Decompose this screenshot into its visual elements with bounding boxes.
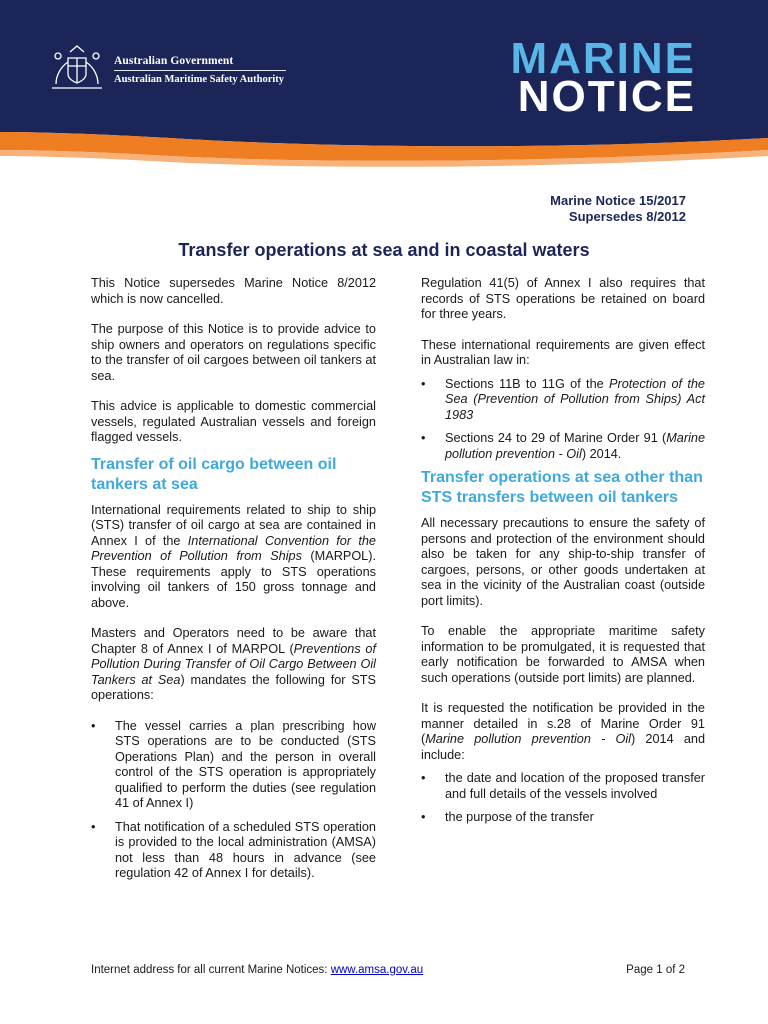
paragraph: All necessary precautions to ensure the safety of persons and protection of the environment should also be taken for any ship-to-ship transfer of cargoes, persons, or other goods undertaken at sea in the vicinity of the Australian coast (outside port limits). bbox=[421, 516, 705, 608]
divider bbox=[114, 70, 286, 71]
agency-name: Australian Maritime Safety Authority bbox=[114, 74, 285, 85]
paragraph: It is requested the notification be provided in the manner detailed in s.28 of Marine Order 91 (Marine pollution prevention - Oil) 2014 and include: bbox=[421, 701, 706, 762]
convention-title: International Convention for the Prevention of Pollution from Ships bbox=[91, 533, 376, 563]
order-title: Marine pollution prevention - Oil bbox=[425, 732, 632, 746]
document-title: Transfer operations at sea and in coastal waters bbox=[178, 240, 590, 260]
list-item: • the purpose of the transfer bbox=[421, 810, 705, 826]
legislation-list bbox=[421, 377, 705, 463]
supersedes-reference: Supersedes 8/2012 bbox=[568, 209, 686, 224]
footer bbox=[91, 964, 685, 976]
requirements-list bbox=[91, 719, 376, 882]
list-item: • Sections 24 to 29 of Marine Order 91 (Marine pollution prevention - Oil) 2014. bbox=[421, 431, 705, 462]
paragraph: To enable the appropriate maritime safety information to be promulgated, it is requested that early notification be forwarded to AMSA when such operations (outside port limits) are planned. bbox=[421, 624, 705, 685]
act-title: Protection of the Sea (Prevention of Pollution from Ships) Act 1983 bbox=[445, 376, 705, 422]
marine-notice-heading bbox=[510, 34, 696, 121]
chapter-title: Preventions of Pollution During Transfer of Oil Cargo Between Oil Tankers at Sea bbox=[91, 641, 376, 687]
page-number: Page 1 of 2 bbox=[626, 964, 685, 976]
list-item: • the date and location of the proposed transfer and full details of the vessels involved bbox=[421, 771, 705, 802]
footer-address-label: Internet address for all current Marine Notices: bbox=[91, 964, 331, 976]
paragraph: This advice is applicable to domestic commercial vessels, regulated Australian vessels and foreign flagged vessels. bbox=[91, 399, 376, 444]
paragraph: This Notice supersedes Marine Notice 8/2012 which is now cancelled. bbox=[91, 276, 376, 306]
header-banner bbox=[0, 0, 768, 172]
heading-line-1: MARINE bbox=[510, 34, 696, 83]
paragraph: Regulation 41(5) of Annex I also requires that records of STS operations be retained on board for three years. bbox=[421, 276, 705, 321]
coat-of-arms-icon bbox=[46, 44, 108, 92]
section-heading: Transfer operations at sea other than STS transfers between oil tankers bbox=[421, 469, 703, 506]
section-heading: Transfer of oil cargo between oil tankers at sea bbox=[91, 455, 337, 493]
paragraph: Masters and Operators need to be aware that Chapter 8 of Annex I of MARPOL (Preventions of Pollution During Transfer of Oil Cargo Between Oil Tankers at Sea) mandates the following for STS operations: bbox=[91, 626, 376, 702]
list-item: • The vessel carries a plan prescribing how STS operations are to be conducted (STS Operations Plan) and the person in overall control of the STS operation is appropriately qualified to perform the duties (see regulation 41 of Annex I) bbox=[91, 719, 376, 812]
list-item: • Sections 11B to 11G of the Protection of the Sea (Prevention of Pollution from Ships) Act 1983 bbox=[421, 377, 705, 424]
government-name: Australian Government bbox=[114, 55, 234, 67]
right-column bbox=[421, 276, 705, 838]
paragraph: These international requirements are given effect in Australian law in: bbox=[421, 337, 705, 367]
list-item: • That notification of a scheduled STS operation is provided to the local administration (AMSA) not less than 48 hours in advance (see regulation 42 of Annex I for details). bbox=[91, 820, 376, 882]
order-title: Marine pollution prevention - Oil bbox=[445, 431, 705, 461]
heading-line-2: NOTICE bbox=[517, 72, 696, 121]
government-identity bbox=[114, 55, 286, 85]
left-column bbox=[91, 276, 376, 894]
notice-number: Marine Notice 15/2017 bbox=[550, 193, 686, 208]
notice-reference bbox=[550, 193, 686, 225]
amsa-website-link[interactable]: www.amsa.gov.au bbox=[330, 964, 424, 976]
paragraph: The purpose of this Notice is to provide advice to ship owners and operators on regulations specific to the transfer of oil cargoes between oil tankers at sea. bbox=[91, 322, 376, 383]
paragraph: International requirements related to ship to ship (STS) transfer of oil cargo at sea are contained in Annex I of the International Convention for the Prevention of Pollution from Ships (MARPOL). These requirements apply to STS operations involving oil tankers of 150 gross tonnage and above. bbox=[91, 502, 376, 610]
notification-list bbox=[421, 771, 705, 826]
